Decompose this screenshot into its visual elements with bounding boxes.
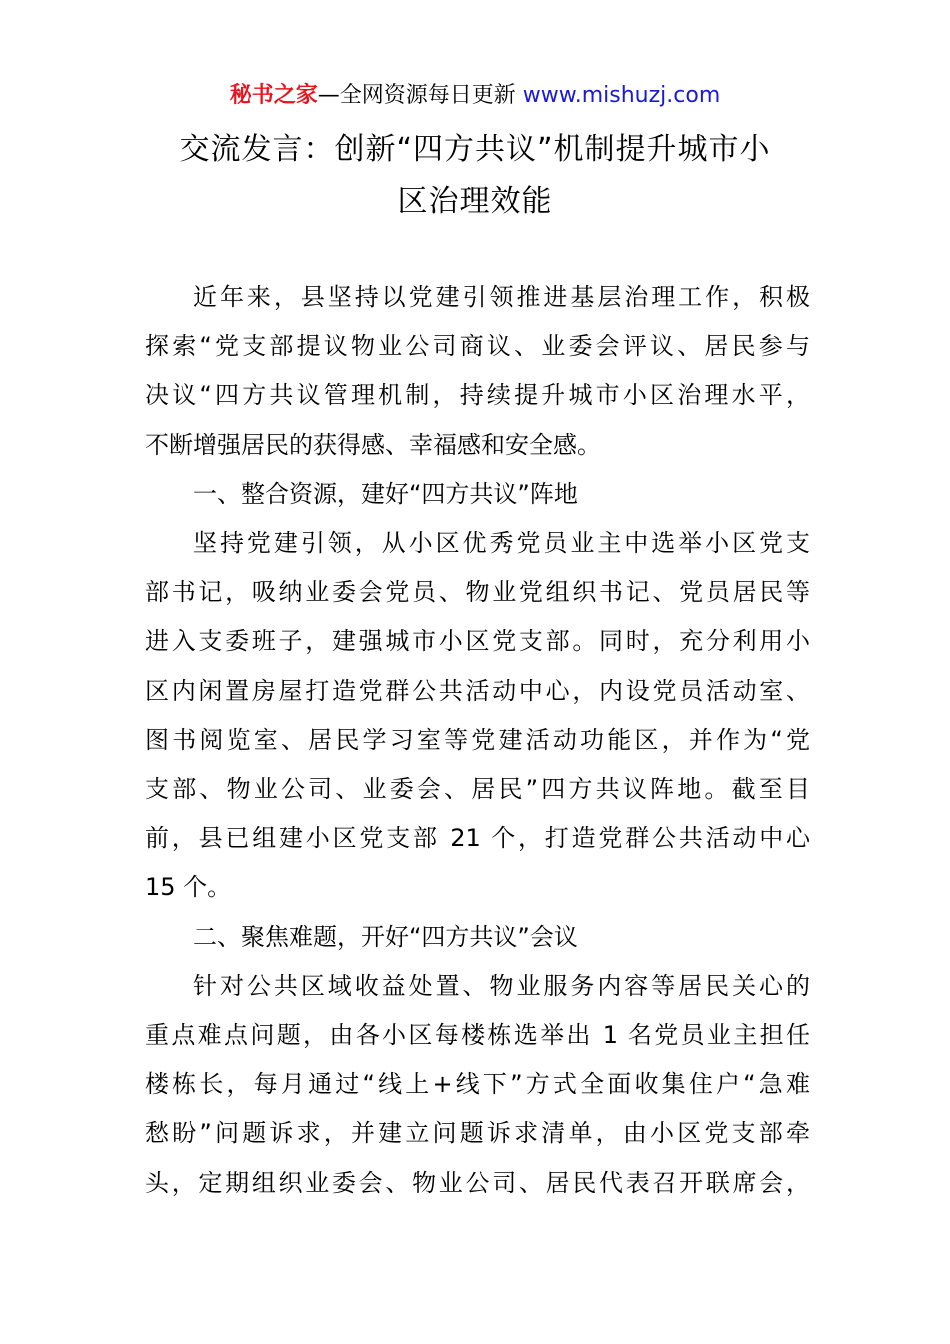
text-line: 不断增强居民的获得感、幸福感和安全感。 — [145, 430, 601, 459]
text-line: 15 个。 — [145, 873, 232, 902]
text-line: 近年来，县坚持以党建引领推进基层治理工作，积极 — [193, 283, 810, 311]
text-line: 图书阅览室、居民学习室等党建活动功能区，并作为“党 — [145, 725, 810, 754]
text-line: 部书记，吸纳业委会党员、物业党组织书记、党员居民等 — [145, 578, 810, 607]
site-banner — [0, 80, 950, 112]
text-line: 楼栋长，每月通过“线上+线下”方式全面收集住户“急难 — [145, 1070, 810, 1099]
text-line: 坚持党建引领，从小区优秀党员业主中选举小区党支 — [193, 529, 810, 558]
text-line: 进入支委班子，建强城市小区党支部。同时，充分利用小 — [145, 627, 810, 656]
brand-name: 秘书之家 — [229, 83, 318, 108]
text-line: 支部、物业公司、业委会、居民”四方共议阵地。截至目 — [145, 775, 810, 804]
section-2-paragraph — [145, 962, 810, 1208]
text-line: 前，县已组建小区党支部 21 个，打造党群公共活动中心 — [145, 824, 810, 853]
section-2-heading: 二、聚焦难题，开好“四方共议”会议 — [193, 922, 578, 951]
text-line: 头，定期组织业委会、物业公司、居民代表召开联席会， — [145, 1168, 810, 1197]
text-line: 重点难点问题，由各小区每楼栋选举出 1 名党员业主担任 — [145, 1021, 810, 1050]
title-line-2: 区治理效能 — [397, 184, 553, 219]
site-url-link[interactable]: www.mishuzj.com — [522, 83, 721, 108]
text-line: 区内闲置房屋打造党群公共活动中心，内设党员活动室、 — [145, 676, 810, 705]
section-1-paragraph — [145, 519, 810, 913]
text-line: 决议“四方共议管理机制，持续提升城市小区治理水平， — [145, 381, 810, 410]
document-title — [140, 124, 810, 228]
text-line: 愁盼”问题诉求，并建立问题诉求清单，由小区党支部牵 — [145, 1119, 810, 1148]
banner-tagline: —全网资源每日更新 — [317, 83, 523, 108]
text-line: 针对公共区域收益处置、物业服务内容等居民关心的 — [193, 971, 810, 1000]
intro-paragraph — [145, 273, 810, 470]
document-body — [145, 273, 810, 1208]
section-1-heading: 一、整合资源，建好“四方共议”阵地 — [193, 479, 578, 508]
text-line: 探索“党支部提议物业公司商议、业委会评议、居民参与 — [145, 332, 810, 361]
title-line-1: 交流发言：创新“四方共议”机制提升城市小 — [179, 132, 771, 167]
